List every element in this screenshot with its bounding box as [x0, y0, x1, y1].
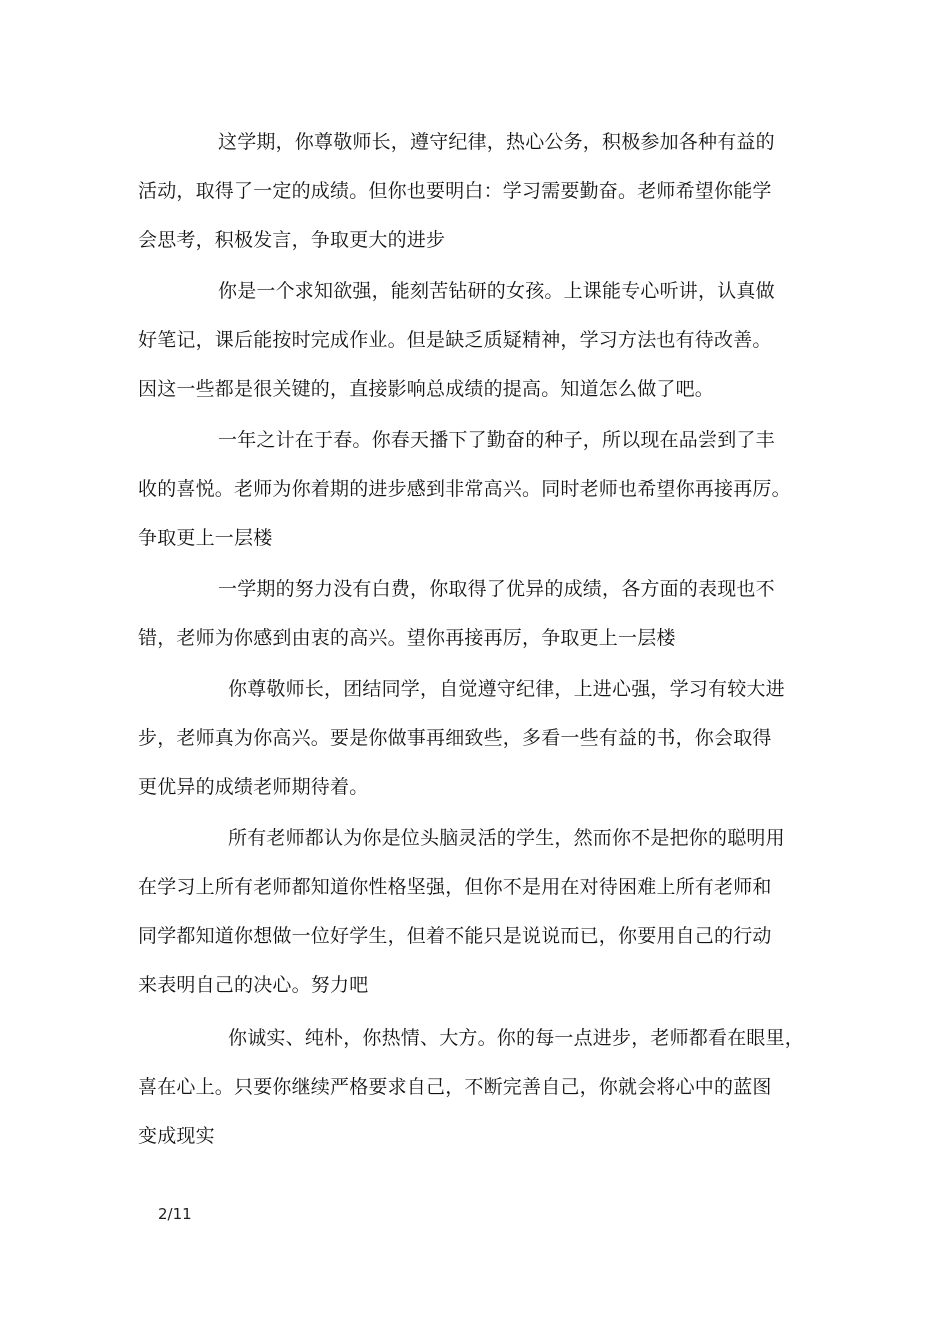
paragraph-4 [138, 565, 838, 663]
paragraph-line: 收的喜悦。老师为你着期的进步感到非常高兴。同时老师也希望你再接再厉。 [138, 478, 791, 500]
paragraph-line: 你尊敬师长，团结同学，自觉遵守纪律，上进心强，学习有较大进 [228, 678, 785, 700]
paragraph-line: 这学期，你尊敬师长，遵守纪律，热心公务，积极参加各种有益的 [218, 131, 775, 153]
paragraph-7 [138, 1014, 838, 1161]
paragraph-3 [138, 416, 838, 563]
paragraph-line: 来表明自己的决心。努力吧 [138, 974, 369, 996]
paragraph-line: 错，老师为你感到由衷的高兴。望你再接再厉，争取更上一层楼 [138, 627, 676, 649]
paragraph-line: 你诚实、纯朴，你热情、大方。你的每一点进步，老师都看在眼里， [228, 1027, 805, 1049]
paragraph-line: 因这一些都是很关键的，直接影响总成绩的提高。知道怎么做了吧。 [138, 378, 715, 400]
paragraph-line: 喜在心上。只要你继续严格要求自己，不断完善自己，你就会将心中的蓝图 [138, 1076, 772, 1098]
paragraph-line: 步，老师真为你高兴。要是你做事再细致些，多看一些有益的书，你会取得 [138, 727, 772, 749]
paragraph-line: 变成现实 [138, 1125, 215, 1147]
page-number: 2/11 [158, 1205, 192, 1223]
paragraph-1 [138, 118, 838, 265]
paragraph-line: 更优异的成绩老师期待着。 [138, 776, 369, 798]
paragraph-line: 一年之计在于春。你春天播下了勤奋的种子，所以现在品尝到了丰 [218, 429, 775, 451]
paragraph-line: 争取更上一层楼 [138, 527, 273, 549]
paragraph-line: 一学期的努力没有白费，你取得了优异的成绩，各方面的表现也不 [218, 578, 775, 600]
paragraph-2 [138, 267, 838, 414]
paragraph-line: 活动，取得了一定的成绩。但你也要明白：学习需要勤奋。老师希望你能学 [138, 180, 772, 202]
paragraph-line: 同学都知道你想做一位好学生，但着不能只是说说而已，你要用自己的行动 [138, 925, 772, 947]
paragraph-6 [138, 814, 838, 1010]
paragraph-line: 好笔记，课后能按时完成作业。但是缺乏质疑精神，学习方法也有待改善。 [138, 329, 772, 351]
paragraph-line: 在学习上所有老师都知道你性格坚强，但你不是用在对待困难上所有老师和 [138, 876, 772, 898]
paragraph-5 [138, 665, 838, 812]
paragraph-line: 你是一个求知欲强，能刻苦钻研的女孩。上课能专心听讲，认真做 [218, 280, 775, 302]
paragraph-line: 所有老师都认为你是位头脑灵活的学生，然而你不是把你的聪明用 [228, 827, 785, 849]
paragraph-line: 会思考，积极发言，争取更大的进步 [138, 229, 446, 251]
